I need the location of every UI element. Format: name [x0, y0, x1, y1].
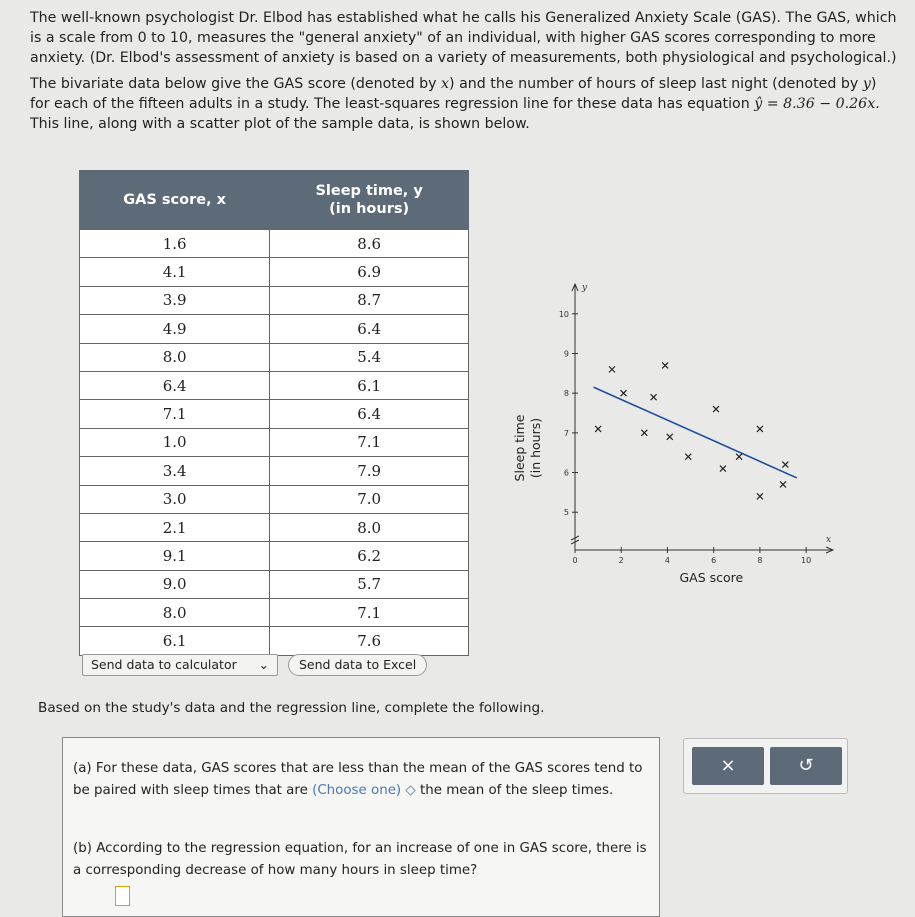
- regression-line: [593, 387, 796, 478]
- calculator-label: Send data to calculator: [91, 657, 237, 672]
- y-axis-label: Sleep time: [512, 414, 527, 482]
- x-tick-label: 4: [664, 556, 670, 565]
- intro-text: ) and the number of hours of sleep last night (denoted by: [449, 76, 863, 92]
- sleep-time-cell: 8.7: [270, 286, 469, 314]
- table-row: [80, 343, 469, 371]
- gas-score-cell: 3.4: [80, 457, 270, 485]
- table-row: [80, 542, 469, 570]
- question-a-text-end: the mean of the sleep times.: [419, 783, 614, 798]
- table-row: [80, 513, 469, 541]
- gas-score-cell: 3.0: [80, 485, 270, 513]
- sleep-time-cell: 5.4: [270, 343, 469, 371]
- x-axis-label: GAS score: [679, 570, 744, 585]
- gas-score-cell: 8.0: [80, 343, 270, 371]
- sleep-time-cell: 7.1: [270, 428, 469, 456]
- question-b-text: According to the regression equation, for an increase of one in GAS score, there is a corresponding decrease of how many hours in sleep time?: [73, 841, 647, 878]
- table-row: [80, 371, 469, 399]
- data-point: [780, 481, 786, 487]
- scatter-plot: [505, 270, 845, 590]
- table-row: [80, 485, 469, 513]
- table-row: [80, 230, 469, 258]
- x-tick-label: 10: [801, 556, 812, 565]
- data-point: [757, 426, 763, 432]
- x-tick-label: 2: [618, 556, 624, 565]
- table-row: [80, 286, 469, 314]
- data-point: [667, 434, 673, 440]
- send-to-calculator-button[interactable]: [82, 654, 278, 676]
- data-point: [782, 462, 788, 468]
- y-axis-letter: y: [582, 283, 588, 293]
- answer-input[interactable]: [115, 886, 130, 906]
- data-point: [662, 362, 668, 368]
- gas-score-cell: 8.0: [80, 599, 270, 627]
- data-table: [79, 170, 469, 656]
- gas-score-cell: 6.4: [80, 371, 270, 399]
- sleep-time-cell: 8.6: [270, 230, 469, 258]
- intro-text: ) for each of the fifteen adults in a study. The least-squares regression line for these data has equation: [30, 76, 877, 112]
- choose-one-dropdown[interactable]: (Choose one) ◇: [312, 783, 416, 798]
- sleep-time-cell: 7.6: [270, 627, 469, 655]
- gas-score-cell: 1.0: [80, 428, 270, 456]
- question-b-label: (b): [73, 841, 92, 856]
- undo-button[interactable]: ↺: [770, 747, 842, 785]
- data-point: [641, 430, 647, 436]
- sleep-time-cell: 6.4: [270, 315, 469, 343]
- gas-score-cell: 3.9: [80, 286, 270, 314]
- intro-paragraph-1: The well-known psychologist Dr. Elbod has established what he calls his Generalized Anxiety Scale (GAS). The GAS, which is a scale from 0 to 10, measures the "general anxiety" of an individual, with higher GAS scores corresponding to more anxiety. (Dr. Elbod's assessment of anxiety is based on a variety of measurements, both physiological and psychological.): [30, 10, 897, 66]
- regression-equation: ŷ = 8.36 − 0.26x: [754, 96, 876, 112]
- x-axis-letter: x: [826, 535, 832, 545]
- table-row: [80, 428, 469, 456]
- header-sleep-time: [270, 171, 469, 230]
- clear-button[interactable]: ×: [692, 747, 764, 785]
- data-point: [736, 454, 742, 460]
- x-tick-label: 6: [711, 556, 717, 565]
- sleep-time-cell: 7.0: [270, 485, 469, 513]
- header-sleep-line1: Sleep time, y: [315, 183, 423, 199]
- header-sleep-line2: (in hours): [329, 201, 410, 217]
- y-tick-label: 6: [563, 468, 569, 478]
- question-box: [62, 737, 660, 917]
- gas-score-cell: 4.9: [80, 315, 270, 343]
- data-point: [595, 426, 601, 432]
- answer-tools: [683, 738, 848, 794]
- question-b: [73, 838, 653, 914]
- table-row: [80, 599, 469, 627]
- var-x: x: [441, 76, 450, 92]
- sleep-time-cell: 6.9: [270, 258, 469, 286]
- gas-score-cell: 9.0: [80, 570, 270, 598]
- table-row: [80, 315, 469, 343]
- intro-text: The bivariate data below give the GAS score (denoted by: [30, 76, 442, 92]
- question-a-text: For these data, GAS scores that are less than the mean of the GAS scores tend to be paired with sleep times that are: [73, 761, 643, 798]
- question-a-label: (a): [73, 761, 92, 776]
- send-to-excel-button[interactable]: Send data to Excel: [288, 654, 427, 676]
- table-row: [80, 457, 469, 485]
- y-tick-label: 5: [563, 508, 569, 518]
- gas-score-cell: 7.1: [80, 400, 270, 428]
- sleep-time-cell: 7.1: [270, 599, 469, 627]
- intro-text: . This line, along with a scatter plot of the sample data, is shown below.: [30, 96, 880, 132]
- gas-score-cell: 4.1: [80, 258, 270, 286]
- sleep-time-cell: 6.1: [270, 371, 469, 399]
- data-buttons: [82, 654, 427, 676]
- sleep-time-cell: 5.7: [270, 570, 469, 598]
- data-point: [685, 454, 691, 460]
- table-row: [80, 627, 469, 655]
- sleep-time-cell: 8.0: [270, 513, 469, 541]
- data-point: [609, 366, 615, 372]
- table-row: [80, 400, 469, 428]
- data-point: [713, 406, 719, 412]
- header-gas-score: GAS score, x: [80, 171, 270, 230]
- y-tick-label: 7: [563, 428, 569, 438]
- question-a: [73, 758, 653, 802]
- gas-score-cell: 6.1: [80, 627, 270, 655]
- gas-score-cell: 9.1: [80, 542, 270, 570]
- y-tick-label: 9: [563, 349, 569, 359]
- y-tick-label: 8: [563, 389, 569, 399]
- intro-paragraph-2: [30, 74, 900, 134]
- gas-score-cell: 1.6: [80, 230, 270, 258]
- data-point: [720, 466, 726, 472]
- x-tick-label: 8: [757, 556, 763, 565]
- sleep-time-cell: 7.9: [270, 457, 469, 485]
- table-row: [80, 258, 469, 286]
- sleep-time-cell: 6.2: [270, 542, 469, 570]
- y-tick-label: 10: [558, 309, 569, 319]
- y-axis-label-units: (in hours): [528, 417, 543, 479]
- data-point: [651, 394, 657, 400]
- gas-score-cell: 2.1: [80, 513, 270, 541]
- data-point: [757, 493, 763, 499]
- chevron-down-icon: ⌄: [258, 657, 269, 672]
- x-tick-label: 0: [572, 556, 578, 565]
- table-row: [80, 570, 469, 598]
- data-point: [621, 390, 627, 396]
- problem-intro: [30, 8, 900, 140]
- var-y: y: [862, 76, 871, 92]
- instructions: Based on the study's data and the regression line, complete the following.: [38, 700, 545, 716]
- sleep-time-cell: 6.4: [270, 400, 469, 428]
